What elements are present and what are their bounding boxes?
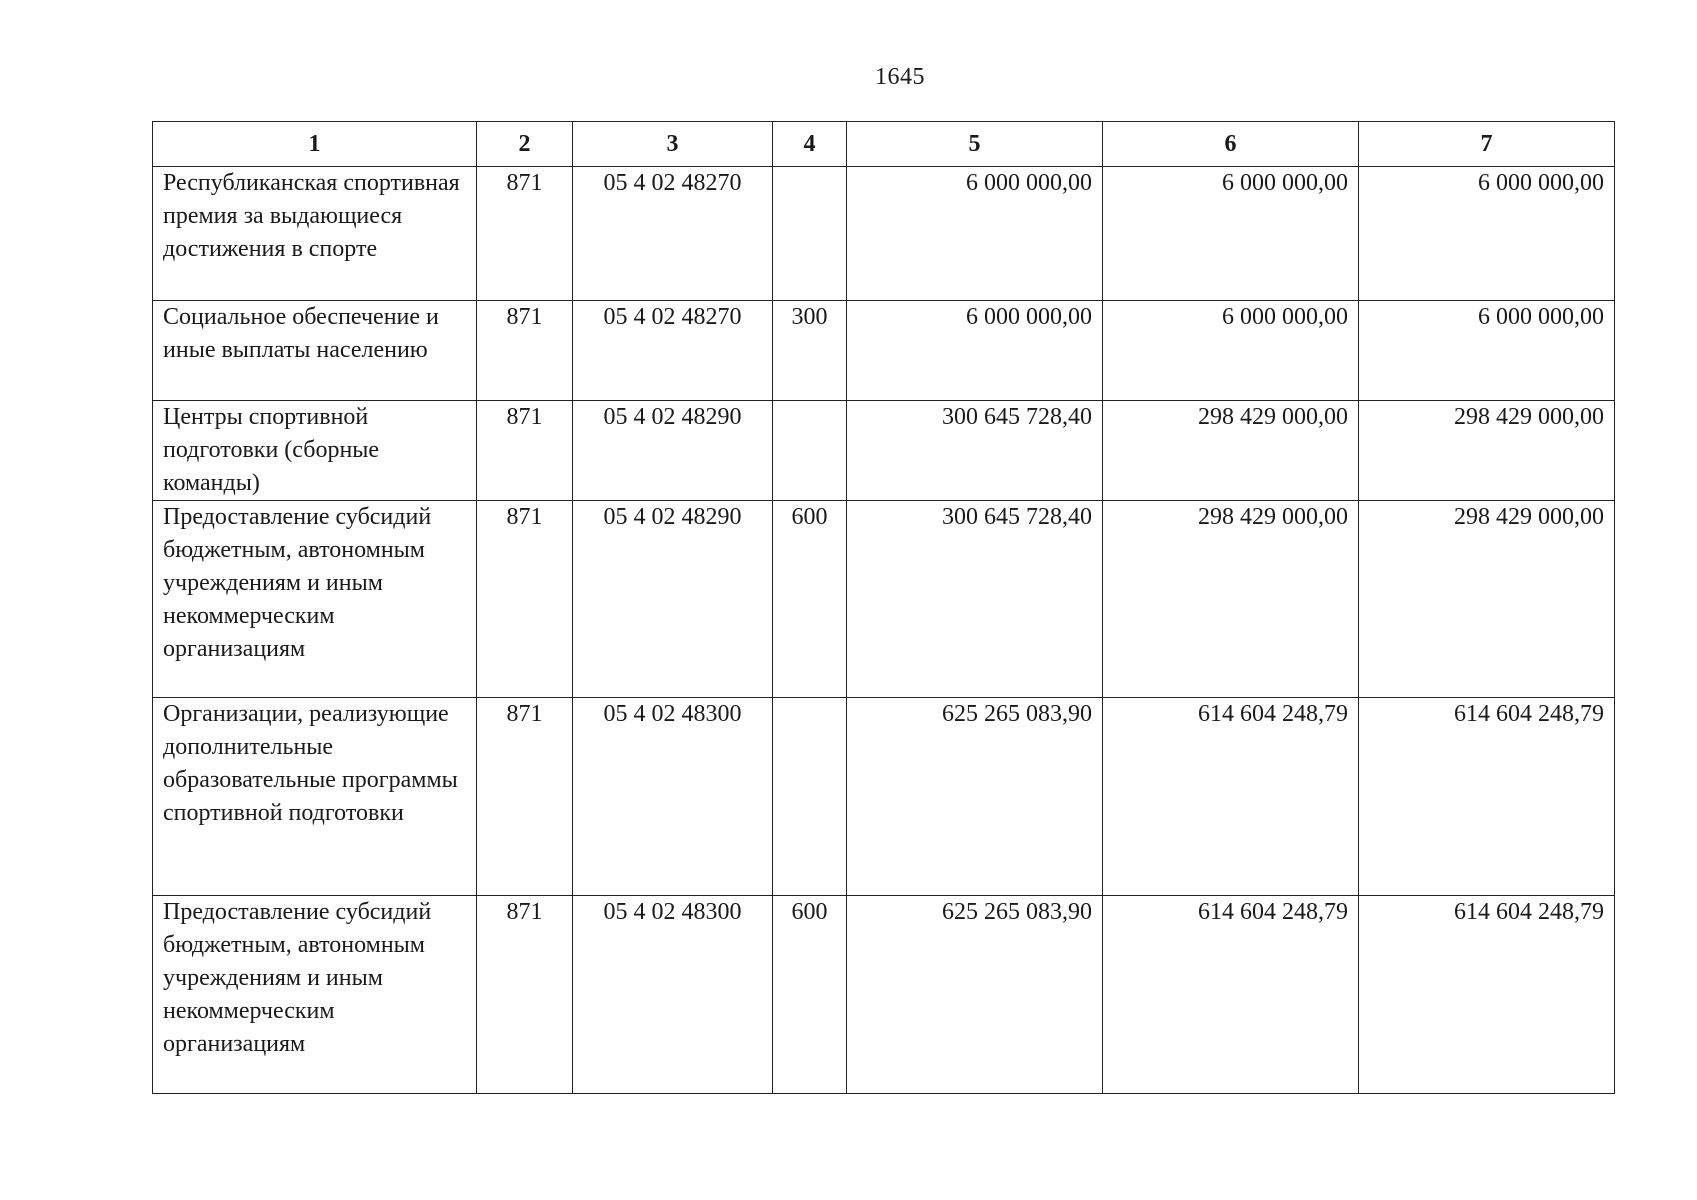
- column-header-6: 6: [1103, 122, 1359, 167]
- budget-table: [152, 121, 1615, 1094]
- row-name: Организации, реализующие дополнительные образовательные программы спортивной подготовки: [153, 698, 477, 896]
- row-amount-6: 6 000 000,00: [1103, 167, 1359, 301]
- row-code: 871: [477, 698, 573, 896]
- row-target-article: 05 4 02 48290: [573, 401, 773, 501]
- table-row: [153, 501, 1615, 698]
- row-name: Социальное обеспечение и иные выплаты населению: [153, 301, 477, 401]
- row-code: 871: [477, 896, 573, 1094]
- table-row: [153, 401, 1615, 501]
- row-amount-6: 614 604 248,79: [1103, 698, 1359, 896]
- column-header-5: 5: [847, 122, 1103, 167]
- row-amount-5: 625 265 083,90: [847, 698, 1103, 896]
- column-header-2: 2: [477, 122, 573, 167]
- row-target-article: 05 4 02 48290: [573, 501, 773, 698]
- table-row: [153, 896, 1615, 1094]
- table-row: [153, 301, 1615, 401]
- table-row: [153, 167, 1615, 301]
- row-amount-7: 298 429 000,00: [1359, 401, 1615, 501]
- column-header-7: 7: [1359, 122, 1615, 167]
- row-expense-type: 600: [773, 501, 847, 698]
- row-name: Предоставление субсидий бюджетным, автономным учреждениям и иным некоммерческим организациям: [153, 896, 477, 1094]
- row-amount-5: 300 645 728,40: [847, 401, 1103, 501]
- row-amount-6: 298 429 000,00: [1103, 501, 1359, 698]
- row-amount-5: 625 265 083,90: [847, 896, 1103, 1094]
- row-amount-5: 300 645 728,40: [847, 501, 1103, 698]
- column-header-3: 3: [573, 122, 773, 167]
- row-amount-7: 614 604 248,79: [1359, 698, 1615, 896]
- row-amount-7: 6 000 000,00: [1359, 167, 1615, 301]
- row-code: 871: [477, 167, 573, 301]
- row-code: 871: [477, 501, 573, 698]
- row-name: Республиканская спортивная премия за выдающиеся достижения в спорте: [153, 167, 477, 301]
- row-amount-6: 298 429 000,00: [1103, 401, 1359, 501]
- row-name: Центры спортивной подготовки (сборные команды): [153, 401, 477, 501]
- row-name: Предоставление субсидий бюджетным, автономным учреждениям и иным некоммерческим организациям: [153, 501, 477, 698]
- row-amount-7: 6 000 000,00: [1359, 301, 1615, 401]
- column-header-1: 1: [153, 122, 477, 167]
- row-expense-type: [773, 698, 847, 896]
- row-target-article: 05 4 02 48300: [573, 698, 773, 896]
- row-amount-6: 6 000 000,00: [1103, 301, 1359, 401]
- row-expense-type: 300: [773, 301, 847, 401]
- row-amount-7: 298 429 000,00: [1359, 501, 1615, 698]
- table-row: [153, 698, 1615, 896]
- row-code: 871: [477, 301, 573, 401]
- row-amount-5: 6 000 000,00: [847, 167, 1103, 301]
- column-header-4: 4: [773, 122, 847, 167]
- header-row: [153, 122, 1615, 167]
- row-code: 871: [477, 401, 573, 501]
- row-amount-5: 6 000 000,00: [847, 301, 1103, 401]
- row-target-article: 05 4 02 48300: [573, 896, 773, 1094]
- row-target-article: 05 4 02 48270: [573, 167, 773, 301]
- row-expense-type: [773, 401, 847, 501]
- row-expense-type: [773, 167, 847, 301]
- row-target-article: 05 4 02 48270: [573, 301, 773, 401]
- row-amount-6: 614 604 248,79: [1103, 896, 1359, 1094]
- row-amount-7: 614 604 248,79: [1359, 896, 1615, 1094]
- row-expense-type: 600: [773, 896, 847, 1094]
- page-number: 1645: [875, 64, 925, 90]
